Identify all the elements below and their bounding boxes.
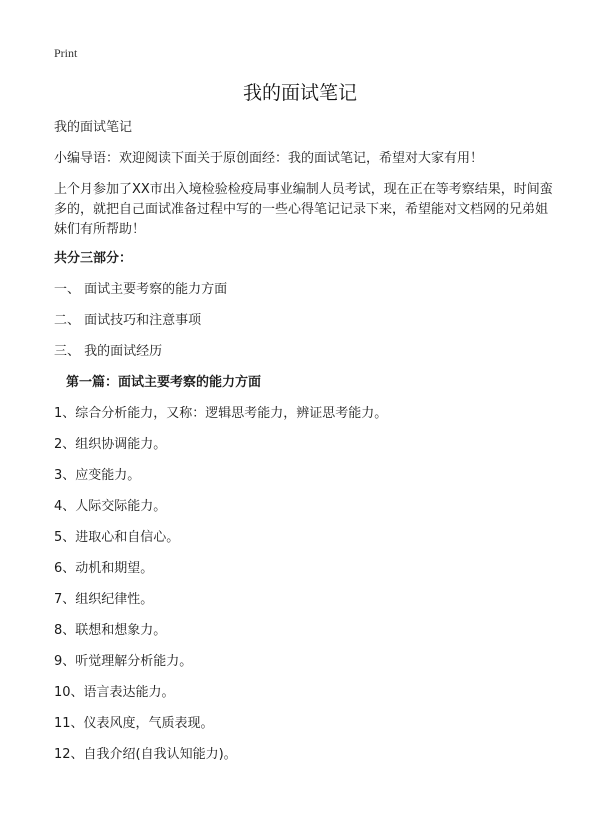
list-item: 12、自我介绍(自我认知能力)。	[54, 747, 237, 762]
list-item: 4、人际交际能力。	[54, 499, 167, 514]
editor-intro: 小编导语：欢迎阅读下面关于原创面经：我的面试笔记，希望对大家有用！	[54, 151, 484, 166]
document-content	[54, 118, 554, 776]
document-subtitle: 我的面试笔记	[54, 120, 133, 135]
list-item: 一、 面试主要考察的能力方面	[54, 282, 228, 297]
parts-list	[54, 280, 554, 362]
list-item: 2、组织协调能力。	[54, 437, 167, 452]
list-item: 1、综合分析能力，又称：逻辑思考能力，辨证思考能力。	[54, 406, 388, 421]
list-item: 二、 面试技巧和注意事项	[54, 313, 202, 328]
list-item: 5、进取心和自信心。	[54, 530, 180, 545]
body-paragraph: 上个月参加了XX市出入境检验检疫局事业编制人员考试，现在正在等考察结果，时间蛮多的，就把自己面试准备过程中写的一些心得笔记记录下来，希望能对文档网的兄弟姐妹们有所帮助！	[54, 182, 553, 237]
print-label[interactable]: Print	[54, 46, 78, 60]
list-item: 10、语言表达能力。	[54, 685, 175, 700]
list-item: 6、动机和期望。	[54, 561, 154, 576]
section-heading: 第一篇：面试主要考察的能力方面	[66, 375, 262, 390]
list-item: 3、应变能力。	[54, 468, 141, 483]
list-item: 9、听觉理解分析能力。	[54, 654, 193, 669]
abilities-list	[54, 404, 554, 765]
document-title: 我的面试笔记	[242, 82, 357, 104]
parts-heading: 共分三部分：	[54, 251, 133, 266]
list-item: 8、联想和想象力。	[54, 623, 167, 638]
list-item: 7、组织纪律性。	[54, 592, 154, 607]
list-item: 11、仪表风度，气质表现。	[54, 716, 214, 731]
list-item: 三、 我的面试经历	[54, 344, 163, 359]
